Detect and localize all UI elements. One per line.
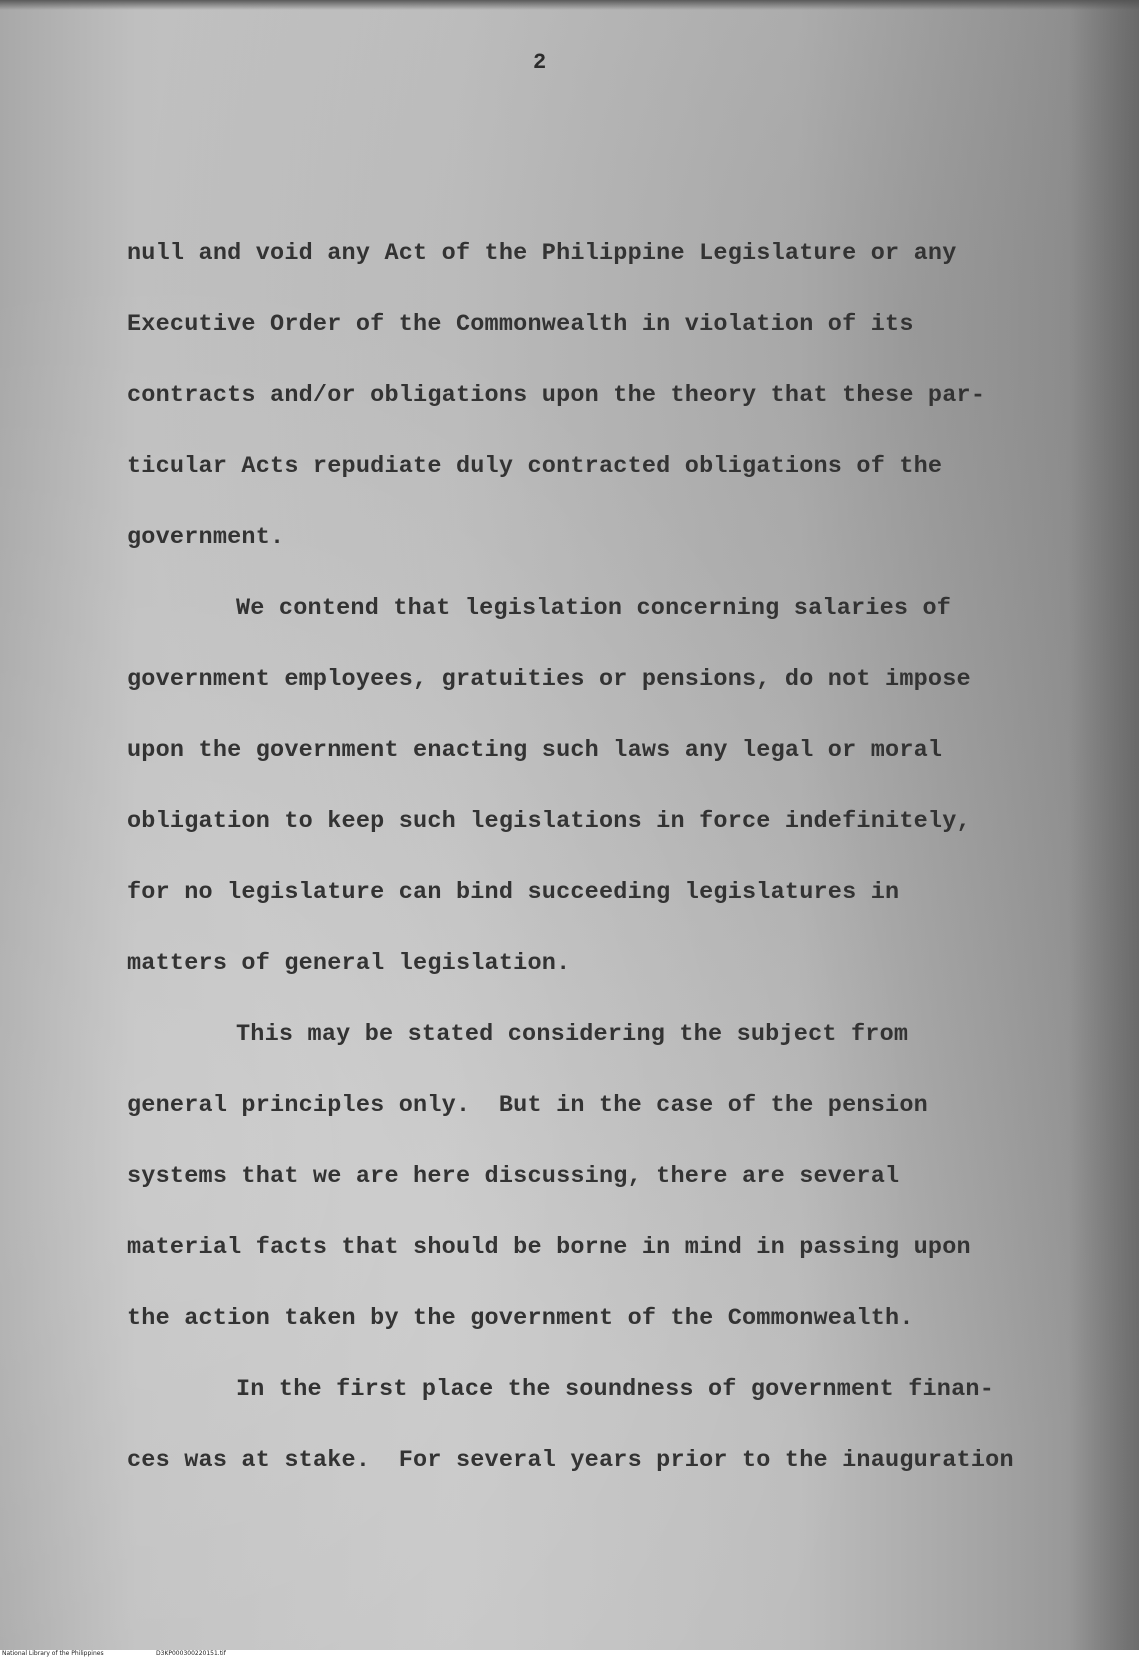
text-line: upon the government enacting such laws any legal or moral	[127, 737, 943, 764]
paragraph-first-line: This may be stated considering the subject from	[236, 1021, 909, 1048]
text-line: for no legislature can bind succeeding legislatures in	[127, 879, 900, 906]
text-line: Executive Order of the Commonwealth in violation of its	[127, 311, 914, 338]
paragraph-first-line: In the first place the soundness of government finan-	[236, 1376, 995, 1403]
text-line: null and void any Act of the Philippine Legislature or any	[127, 240, 957, 267]
text-line: matters of general legislation.	[127, 950, 571, 977]
text-line: government.	[127, 524, 285, 551]
text-line: the action taken by the government of the Commonwealth.	[127, 1305, 914, 1332]
text-line: ces was at stake. For several years prior to the inauguration	[127, 1447, 1014, 1474]
scan-footer	[0, 1650, 1139, 1658]
text-line: material facts that should be borne in mind in passing upon	[127, 1234, 971, 1261]
paragraph-first-line: We contend that legislation concerning salaries of	[236, 595, 952, 622]
page-number: 2	[533, 50, 547, 75]
text-line: obligation to keep such legislations in force indefinitely,	[127, 808, 971, 835]
scan-filename: D3KP000300220151.tif	[156, 1650, 226, 1657]
text-line: ticular Acts repudiate duly contracted obligations of the	[127, 453, 943, 480]
text-line: general principles only. But in the case of the pension	[127, 1092, 928, 1119]
library-credit: National Library of the Philippines	[2, 1650, 104, 1657]
text-line: government employees, gratuities or pensions, do not impose	[127, 666, 971, 693]
text-line: systems that we are here discussing, there are several	[127, 1163, 900, 1190]
text-line: contracts and/or obligations upon the theory that these par-	[127, 382, 986, 409]
